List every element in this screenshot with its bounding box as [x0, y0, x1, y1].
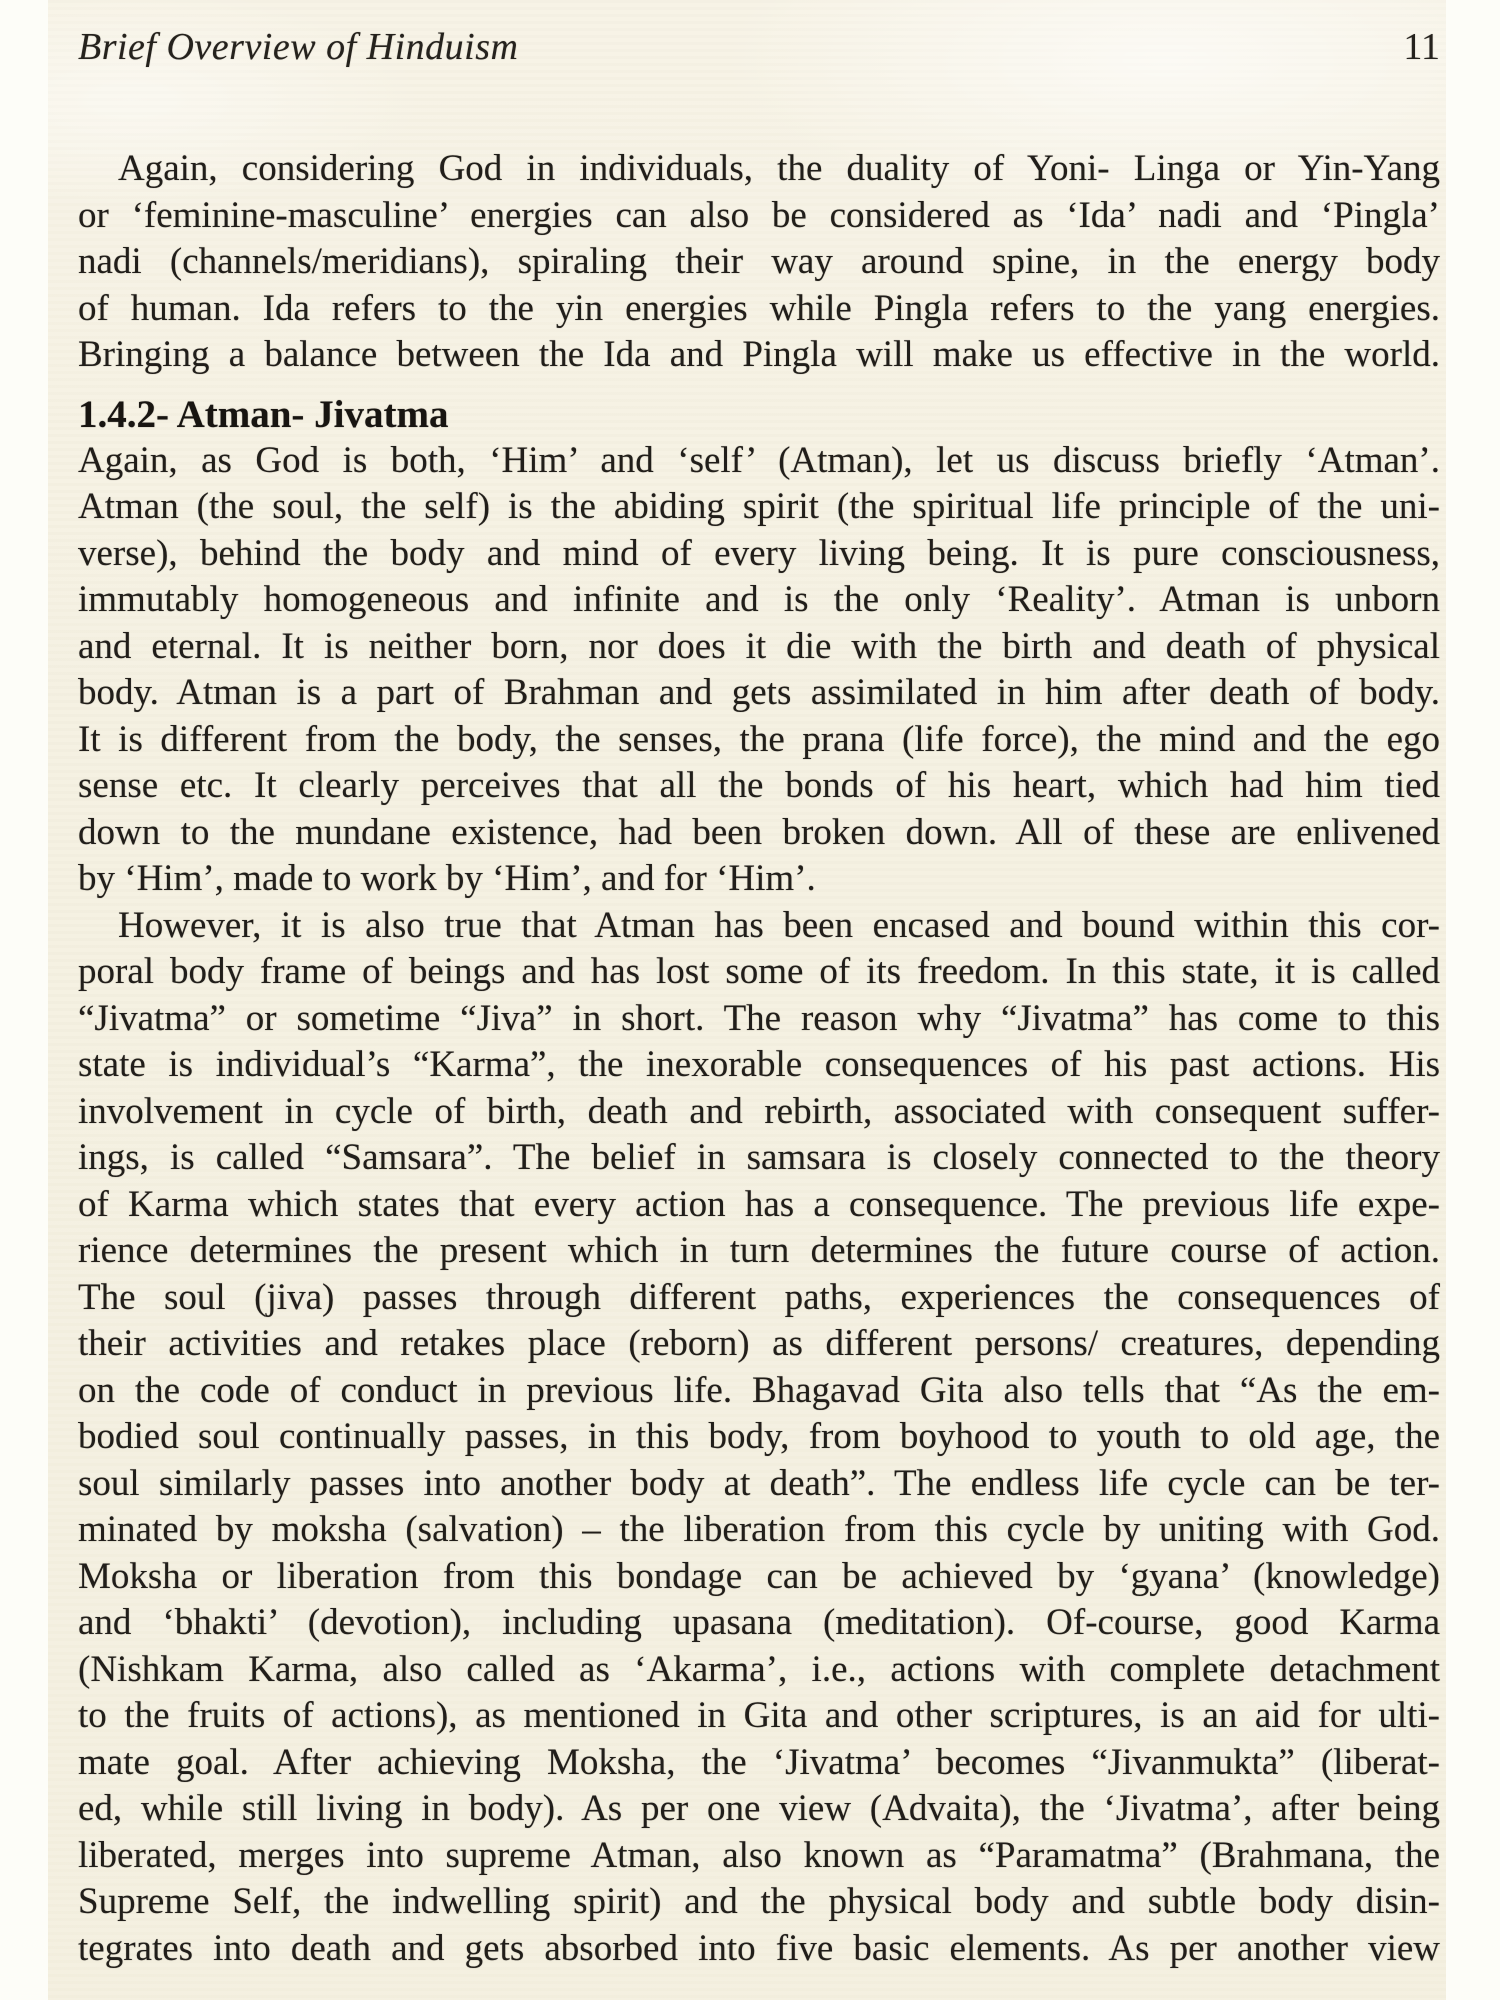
text-line: to the fruits of actions), as mentioned in Gita and other scriptures, is an aid for ulti-	[78, 1695, 1440, 1736]
text-line: “Jivatma” or sometime “Jiva” in short. The reason why “Jivatma” has come to this	[78, 997, 1440, 1039]
text-line: and ‘bhakti’ (devotion), including upasana (meditation). Of-course, good Karma	[78, 1602, 1440, 1643]
paragraph-ida-pingla	[78, 146, 1440, 379]
text-line: The soul (jiva) passes through different paths, experiences the consequences of	[78, 1276, 1440, 1318]
text-line: Supreme Self, the indwelling spirit) and the physical body and subtle body disin-	[78, 1881, 1440, 1922]
running-header	[78, 24, 1440, 70]
text-line: sense etc. It clearly perceives that all the bonds of his heart, which had him tied	[78, 765, 1440, 806]
text-line: rience determines the present which in turn determines the future course of action.	[78, 1230, 1440, 1271]
text-line: on the code of conduct in previous life. Bhagavad Gita also tells that “As the em-	[78, 1369, 1440, 1411]
text-line: immutably homogeneous and infinite and is the only ‘Reality’. Atman is unborn	[78, 579, 1440, 620]
text-line: However, it is also true that Atman has been encased and bound within this cor-	[118, 904, 1440, 946]
text-line: tegrates into death and gets absorbed into five basic elements. As per another view	[78, 1927, 1440, 1969]
paragraph-jivatma-samsara-moksha	[78, 903, 1440, 1973]
text-line: soul similarly passes into another body at death”. The endless life cycle can be ter-	[78, 1462, 1440, 1504]
page-number: 11	[1403, 26, 1440, 68]
text-line: of Karma which states that every action has a consequence. The previous life expe-	[78, 1183, 1440, 1225]
section-heading: 1.4.2- Atman- Jivatma	[78, 392, 449, 436]
text-line: mate goal. After achieving Moksha, the ‘Jivatma’ becomes “Jivanmukta” (liberat-	[78, 1741, 1440, 1783]
text-line: Moksha or liberation from this bondage can be achieved by ‘gyana’ (knowledge)	[78, 1555, 1440, 1597]
text-line: Again, as God is both, ‘Him’ and ‘self’ (Atman), let us discuss briefly ‘Atman’.	[78, 439, 1440, 481]
text-line: state is individual’s “Karma”, the inexorable consequences of his past actions. His	[78, 1044, 1440, 1085]
text-line: Atman (the soul, the self) is the abiding spirit (the spiritual life principle of the uni-	[78, 486, 1440, 527]
text-line: and eternal. It is neither born, nor does it die with the birth and death of physical	[78, 625, 1440, 667]
text-line: their activities and retakes place (reborn) as different persons/ creatures, depending	[78, 1323, 1440, 1364]
text-line: It is different from the body, the senses, the prana (life force), the mind and the ego	[78, 718, 1440, 760]
book-page	[48, 0, 1446, 2000]
text-line: body. Atman is a part of Brahman and gets assimilated in him after death of body.	[78, 672, 1440, 713]
text-line: verse), behind the body and mind of every living being. It is pure consciousness,	[78, 532, 1440, 574]
text-line: minated by moksha (salvation) – the liberation from this cycle by uniting with God.	[78, 1509, 1440, 1550]
text-line: nadi (channels/meridians), spiraling their way around spine, in the energy body	[78, 241, 1440, 282]
text-line: ings, is called “Samsara”. The belief in samsara is closely connected to the theory	[78, 1137, 1440, 1178]
paragraph-atman	[78, 438, 1440, 903]
text-line: bodied soul continually passes, in this body, from boyhood to youth to old age, the	[78, 1416, 1440, 1457]
text-line: involvement in cycle of birth, death and rebirth, associated with consequent suffer-	[78, 1090, 1440, 1132]
text-line: down to the mundane existence, had been broken down. All of these are enlivened	[78, 811, 1440, 853]
text-line: ed, while still living in body). As per one view (Advaita), the ‘Jivatma’, after being	[78, 1788, 1440, 1829]
text-line: Again, considering God in individuals, the duality of Yoni- Linga or Yin-Yang	[118, 148, 1440, 189]
page-content	[78, 0, 1440, 1972]
text-line: liberated, merges into supreme Atman, also known as “Paramatma” (Brahmana, the	[78, 1834, 1440, 1876]
text-line: of human. Ida refers to the yin energies while Pingla refers to the yang energies.	[78, 287, 1440, 329]
text-line: by ‘Him’, made to work by ‘Him’, and for ‘Him’.	[78, 858, 816, 899]
text-line: Bringing a balance between the Ida and Pingla will make us effective in the world.	[78, 334, 1440, 375]
text-line: (Nishkam Karma, also called as ‘Akarma’, i.e., actions with complete detachment	[78, 1648, 1440, 1690]
running-header-title: Brief Overview of Hinduism	[78, 26, 519, 68]
text-line: or ‘feminine-masculine’ energies can also be considered as ‘Ida’ nadi and ‘Pingla’	[78, 194, 1440, 236]
text-line: poral body frame of beings and has lost some of its freedom. In this state, it is called	[78, 951, 1440, 992]
